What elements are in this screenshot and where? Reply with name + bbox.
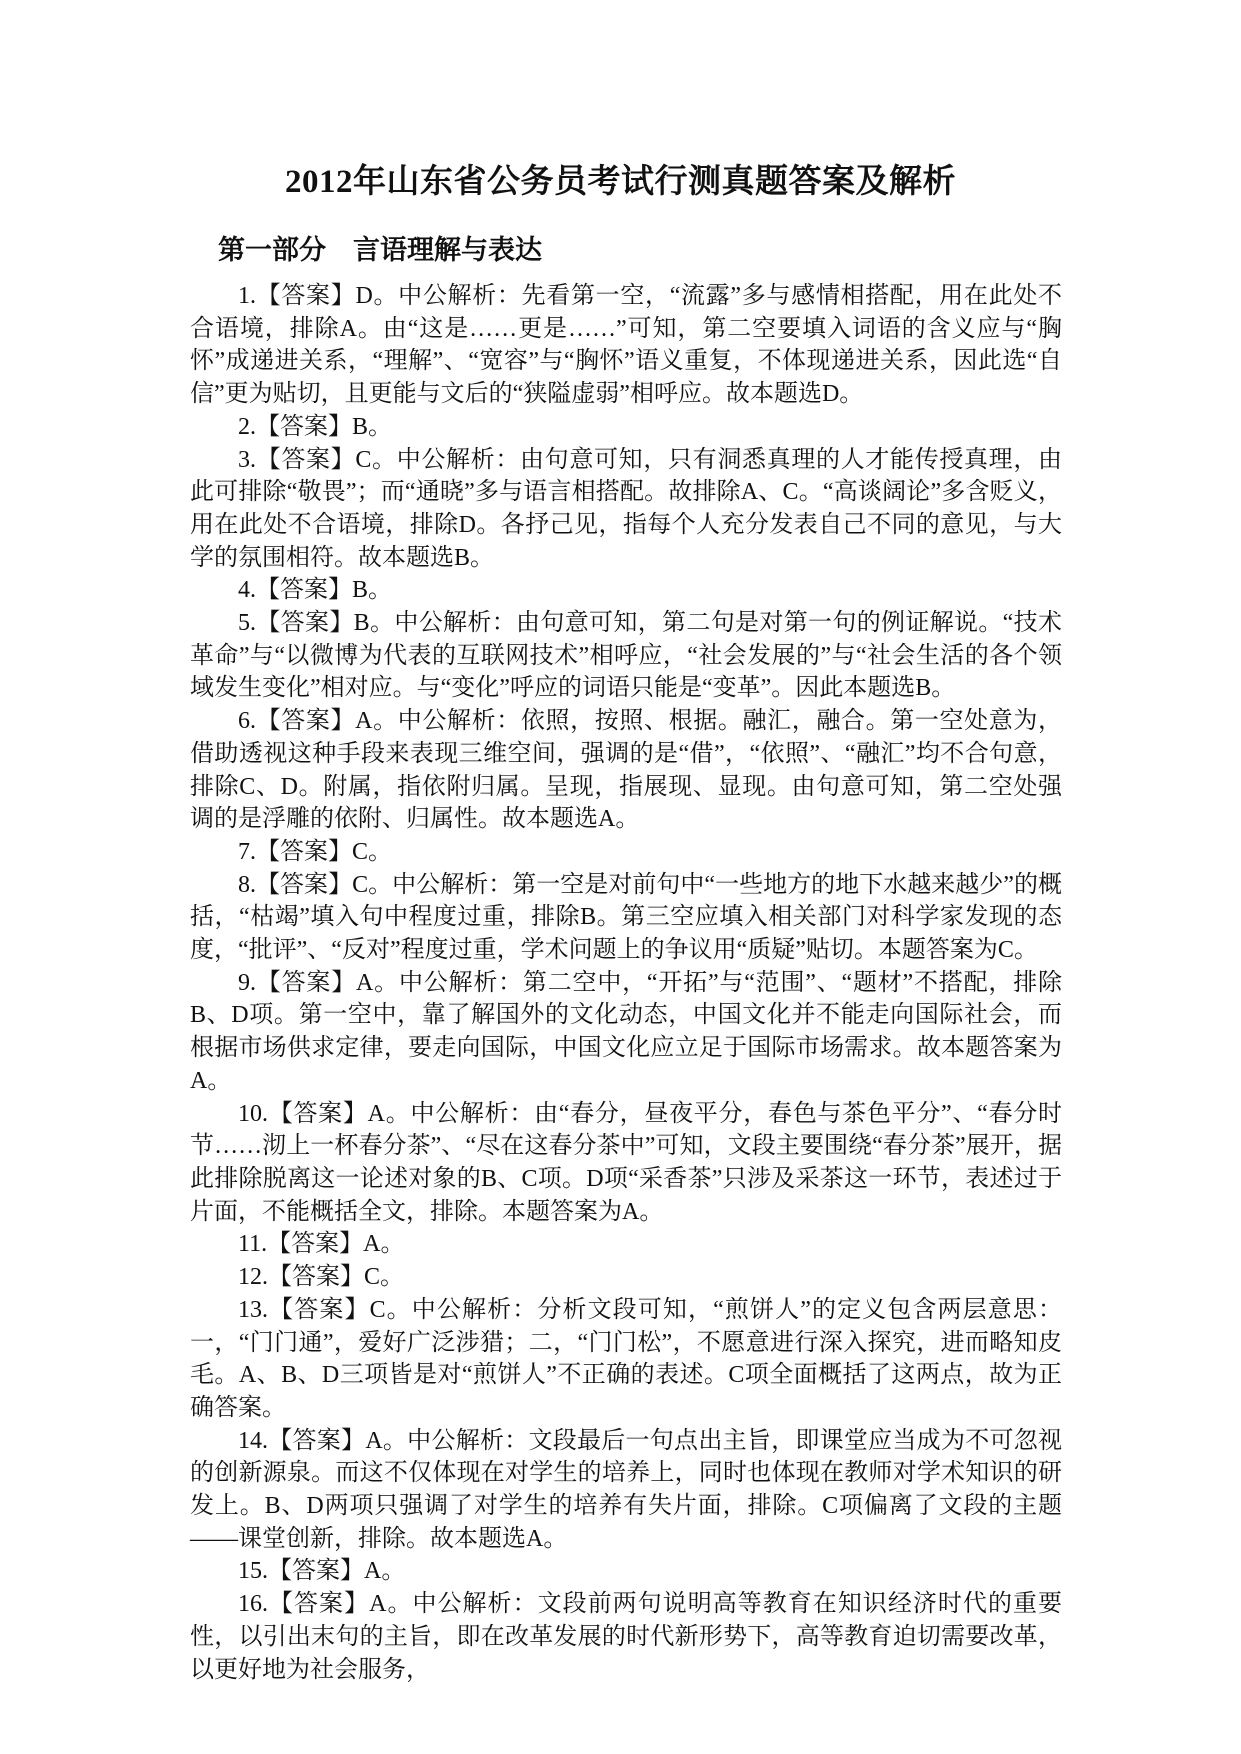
section-heading: 第一部分 言语理解与表达 <box>218 235 542 265</box>
answer-label: 【答案】 <box>267 1231 364 1258</box>
answer-choice: A。 <box>355 708 398 735</box>
answer-choice: A。 <box>365 1427 408 1454</box>
answer-label: 【答案】 <box>256 283 356 309</box>
question-number: 10. <box>238 1100 268 1127</box>
answer-item <box>190 280 1062 411</box>
question-number: 6. <box>238 708 256 735</box>
answer-list <box>190 280 1062 1686</box>
answer-choice: A。 <box>364 1558 406 1585</box>
answer-analysis: 中公解析：由“春分，昼夜平分，春色与茶色平分”、“春分时节……沏上一杯春分茶”、“尽在这春分茶中”可知，文段主要围绕“春分茶”展开，据此排除脱离这一论述对象的B、C项。D项“采香茶”只涉及采茶这一环节，表述过于片面，不能概括全文，排除。本题答案为A。 <box>190 1100 1062 1225</box>
answer-item <box>190 574 1062 607</box>
question-number: 13. <box>238 1296 268 1323</box>
answer-label: 【答案】 <box>256 610 354 637</box>
answer-item <box>190 1098 1062 1229</box>
answer-label: 【答案】 <box>268 1427 366 1454</box>
question-number: 11. <box>238 1231 268 1258</box>
answer-analysis: 中公解析：文段前两句说明高等教育在知识经济时代的重要性，以引出末句的主旨，即在改革发展的时代新形势下，高等教育迫切需要改革，以更好地为社会服务， <box>190 1591 1062 1683</box>
question-number: 4. <box>238 577 256 604</box>
answer-item <box>190 1294 1062 1425</box>
answer-label: 【答案】 <box>256 577 352 604</box>
answer-choice: C。 <box>352 838 393 865</box>
answer-analysis: 中公解析：文段最后一句点出主旨，即课堂应当成为不可忽视的创新源泉。而这不仅体现在对学生的培养上，同时也体现在教师对学术知识的研发上。B、D两项只强调了对学生的培养有失片面，排除。C项偏离了文段的主题——课堂创新，排除。故本题选A。 <box>190 1427 1062 1552</box>
answer-item <box>190 411 1062 444</box>
question-number: 8. <box>238 871 256 898</box>
answer-choice: C。 <box>355 446 397 473</box>
question-number: 12. <box>238 1264 268 1291</box>
answer-item <box>190 1261 1062 1294</box>
answer-choice: A。 <box>369 1591 413 1618</box>
answer-label: 【答案】 <box>256 871 353 898</box>
question-number: 16. <box>238 1591 268 1618</box>
answer-item <box>190 607 1062 705</box>
answer-label: 【答案】 <box>256 413 352 440</box>
answer-label: 【答案】 <box>256 708 356 735</box>
question-number: 2. <box>238 413 256 440</box>
answer-item <box>190 869 1062 967</box>
answer-item <box>190 444 1062 575</box>
answer-choice: B。 <box>353 610 395 637</box>
answer-choice: B。 <box>352 413 393 440</box>
answer-label: 【答案】 <box>256 446 356 473</box>
question-number: 9. <box>238 969 256 996</box>
answer-analysis: 中公解析：第一空是对前句中“一些地方的地下水越来越少”的概括，“枯竭”填入句中程度过重，排除B。第三空应填入相关部门对科学家发现的态度，“批评”、“反对”程度过重，学术问题上的争议用“质疑”贴切。本题答案为C。 <box>190 871 1062 964</box>
question-number: 1. <box>238 283 256 309</box>
answer-label: 【答案】 <box>268 1296 370 1323</box>
answer-choice: A。 <box>356 969 399 996</box>
answer-analysis: 中公解析：由句意可知，只有洞悉真理的人才能传授真理，由此可排除“敬畏”；而“通晓”多与语言相搭配。故排除A、C。“高谈阔论”多含贬义，用在此处不合语境，排除D。各抒己见，指每个人充分发表自己不同的意见，与大学的氛围相符。故本题选B。 <box>190 446 1063 571</box>
answer-choice: D。 <box>355 283 399 309</box>
answer-analysis: 中公解析：第二空中，“开拓”与“范围”、“题材”不搭配，排除B、D项。第一空中，靠了解国外的文化动态，中国文化并不能走向国际社会，而根据市场供求定律，要走向国际，中国文化应立足于国际市场需求。故本题答案为A。 <box>190 969 1062 1094</box>
question-number: 3. <box>238 446 256 473</box>
answer-item <box>190 1588 1062 1686</box>
answer-label: 【答案】 <box>268 1264 364 1291</box>
answer-choice: A。 <box>367 1100 411 1127</box>
answer-item <box>190 705 1062 836</box>
answer-choice: A。 <box>363 1231 405 1258</box>
answer-item <box>190 967 1062 1098</box>
answer-choice: C。 <box>364 1264 405 1291</box>
answer-choice: C。 <box>369 1296 412 1323</box>
answer-choice: B。 <box>352 577 393 604</box>
answer-label: 【答案】 <box>268 1100 368 1127</box>
answer-item <box>190 1228 1062 1261</box>
question-number: 5. <box>238 610 256 637</box>
answer-label: 【答案】 <box>268 1591 370 1618</box>
answer-analysis: 中公解析：先看第一空，“流露”多与感情相搭配，用在此处不合语境，排除A。由“这是……更是……”可知，第二空要填入词语的含义应与“胸怀”成递进关系，“理解”、“宽容”与“胸怀”语义重复，不体现递进关系，因此选“自信”更为贴切，且更能与文后的“狭隘虚弱”相呼应。故本题选D。 <box>190 283 1062 408</box>
answer-item <box>190 1555 1062 1588</box>
answer-analysis: 中公解析：分析文段可知，“煎饼人”的定义包含两层意思：一，“门门通”，爱好广泛涉猎；二，“门门松”，不愿意进行深入探究，进而略知皮毛。A、B、D三项皆是对“煎饼人”不正确的表述。C项全面概括了这两点，故为正确答案。 <box>190 1296 1062 1421</box>
question-number: 7. <box>238 838 256 865</box>
question-number: 15. <box>238 1558 268 1585</box>
answer-analysis: 中公解析：依照，按照、根据。融汇，融合。第一空处意为，借助透视这种手段来表现三维空间，强调的是“借”，“依照”、“融汇”均不合句意，排除C、D。附属，指依附归属。呈现，指展现、显现。由句意可知，第二空处强调的是浮雕的依附、归属性。故本题选A。 <box>190 708 1063 833</box>
answer-label: 【答案】 <box>268 1558 364 1585</box>
answer-item <box>190 1425 1062 1556</box>
question-number: 14. <box>238 1427 268 1454</box>
answer-analysis: 中公解析：由句意可知，第二句是对第一句的例证解说。“技术革命”与“以微博为代表的互联网技术”相呼应，“社会发展的”与“社会生活的各个领域发生变化”相对应。与“变化”呼应的词语只能是“变革”。因此本题选B。 <box>190 610 1063 702</box>
answer-label: 【答案】 <box>256 969 356 996</box>
answer-label: 【答案】 <box>256 838 352 865</box>
document-title: 2012年山东省公务员考试行测真题答案及解析 <box>285 164 956 200</box>
answer-choice: C。 <box>352 871 393 898</box>
answer-item <box>190 836 1062 869</box>
